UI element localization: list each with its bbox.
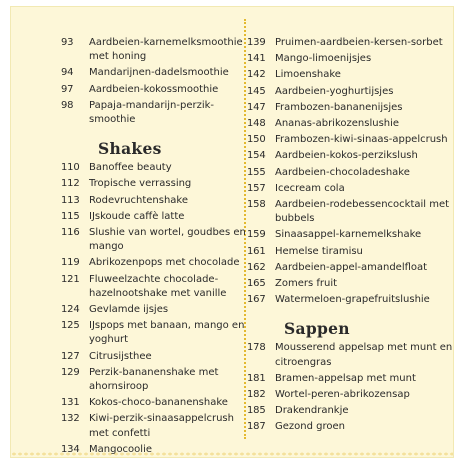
recipe-title: Aardbeien-yoghurtijsjes: [275, 85, 394, 97]
page-number: 159: [247, 229, 266, 241]
list-item: [247, 372, 455, 386]
page-number: 178: [247, 342, 266, 354]
left-top-list: [61, 36, 247, 127]
list-item: [61, 412, 247, 440]
list-item: [247, 133, 455, 147]
list-item: [61, 99, 247, 127]
recipe-title: Citrusijsthee: [89, 350, 152, 362]
recipe-title: Kiwi-perzik-sinaasappelcrush met confetti: [89, 413, 234, 439]
recipe-title: Drakendrankje: [275, 405, 349, 417]
recipe-title: Wortel-peren-abrikozensap: [275, 389, 410, 401]
recipe-title: Sinaasappel-karnemelkshake: [275, 229, 422, 241]
list-item: [247, 36, 455, 50]
list-item: [247, 245, 455, 259]
page-number: 110: [61, 162, 80, 174]
page-number: 125: [61, 320, 80, 332]
page-number: 139: [247, 37, 266, 48]
recipe-title: Aardbeien-rodebessencocktail met bubbels: [275, 199, 450, 225]
page-number: 121: [61, 273, 80, 285]
page-number: 162: [247, 261, 266, 273]
recipe-title: Gezond groen: [275, 421, 345, 433]
page-number: 113: [61, 194, 80, 206]
recipe-title: Pruimen-aardbeien-kersen-sorbet: [275, 37, 443, 48]
list-item: [247, 388, 455, 402]
list-item: [61, 256, 247, 270]
recipe-title: Aardbeien-kokossmoothie: [89, 83, 219, 95]
section-title-shakes: Shakes: [98, 139, 162, 159]
list-item: [247, 101, 455, 115]
page-number: 161: [247, 245, 266, 257]
recipe-title: Kokos-choco-bananenshake: [89, 397, 228, 409]
recipe-title: Aardbeien-kokos-perzikslush: [275, 150, 418, 162]
list-item: [247, 261, 455, 275]
recipe-title: Mousserend appelsap met munt en citroengras: [275, 342, 453, 368]
recipe-title: Frambozen-kiwi-sinaas-appelcrush: [275, 134, 448, 146]
list-item: [247, 404, 455, 418]
list-item: [247, 293, 455, 307]
page-number: 131: [61, 397, 80, 409]
list-item: [247, 85, 455, 99]
table-of-contents-card: [10, 6, 454, 458]
page-number: 115: [61, 210, 80, 222]
section-title-sappen: Sappen: [284, 319, 350, 339]
page-number: 187: [247, 421, 266, 433]
list-item: [247, 68, 455, 82]
recipe-title: Slushie van wortel, goudbes en mango: [89, 227, 246, 253]
recipe-title: Gevlamde ijsjes: [89, 304, 169, 316]
decorative-dot-border: [11, 452, 453, 456]
recipe-title: Tropische verrassing: [89, 178, 192, 190]
recipe-title: Ananas-abrikozenslushie: [275, 118, 400, 130]
list-item: [61, 36, 247, 64]
page-number: 165: [247, 278, 266, 290]
page-number: 158: [247, 199, 266, 211]
list-item: [61, 66, 247, 80]
list-item: [61, 303, 247, 317]
recipe-title: Aardbeien-karnemelksmoothie met honing: [89, 37, 243, 63]
page-number: 141: [247, 53, 266, 65]
page-number: 181: [247, 372, 266, 384]
recipe-title: Papaja-mandarijn-perzik-smoothie: [89, 99, 215, 126]
recipe-title: Mandarijnen-dadelsmoothie: [89, 67, 229, 79]
recipe-title: Aardbeien-chocoladeshake: [275, 166, 410, 178]
page-number: 119: [61, 257, 80, 269]
recipe-title: Perzik-bananenshake met ahornsiroop: [89, 366, 219, 393]
list-item: [247, 198, 455, 226]
recipe-title: Banoffee beauty: [89, 162, 172, 174]
recipe-title: IJspops met banaan, mango en yoghurt: [89, 320, 245, 346]
page-number: 116: [61, 227, 80, 239]
list-item: [61, 273, 247, 301]
recipe-title: Abrikozenpops met chocolade: [89, 257, 240, 269]
list-item: [61, 226, 247, 254]
page-number: 98: [61, 99, 74, 111]
left-section-list: [61, 161, 247, 457]
page-number: 132: [61, 413, 80, 425]
right-section-list: [247, 341, 455, 434]
page-number: 93: [61, 37, 74, 48]
page-number: 147: [247, 101, 266, 113]
page-number: 150: [247, 134, 266, 146]
page-number: 157: [247, 182, 266, 194]
recipe-title: Frambozen-bananenijsjes: [275, 101, 403, 113]
recipe-title: Aardbeien-appel-amandelfloat: [275, 261, 428, 273]
list-item: [247, 277, 455, 291]
page-number: 134: [61, 443, 80, 455]
list-item: [247, 228, 455, 242]
recipe-title: Fluweelzachte chocolade-hazelnootshake met vanille: [89, 273, 227, 299]
page-number: 129: [61, 366, 80, 378]
list-item: [61, 366, 247, 394]
left-column: [61, 36, 247, 457]
recipe-title: Rodevruchtenshake: [89, 194, 188, 206]
list-item: [247, 166, 455, 180]
recipe-title: Mangocoolie: [89, 443, 153, 455]
right-top-list: [247, 36, 455, 307]
page-number: 112: [61, 178, 80, 190]
list-item: [247, 420, 455, 434]
list-item: [61, 319, 247, 347]
recipe-title: Watermeloen-grapefruitslushie: [275, 294, 430, 306]
recipe-title: Bramen-appelsap met munt: [275, 372, 416, 384]
page-number: 185: [247, 405, 266, 417]
list-item: [247, 52, 455, 66]
right-column: [247, 36, 455, 435]
list-item: [247, 341, 455, 369]
list-item: [61, 161, 247, 175]
page-number: 154: [247, 150, 266, 162]
page-number: 94: [61, 67, 74, 79]
recipe-title: Icecream cola: [275, 182, 345, 194]
recipe-title: Limoenshake: [275, 69, 341, 81]
page-number: 124: [61, 304, 80, 316]
list-item: [247, 182, 455, 196]
list-item: [61, 210, 247, 224]
page-number: 148: [247, 118, 266, 130]
list-item: [61, 350, 247, 364]
recipe-title: IJskoude caffè latte: [89, 210, 185, 222]
list-item: [61, 396, 247, 410]
page-number: 97: [61, 83, 74, 95]
page-number: 142: [247, 69, 266, 81]
recipe-title: Mango-limoenijsjes: [275, 53, 372, 65]
list-item: [247, 117, 455, 131]
page-number: 182: [247, 389, 266, 401]
list-item: [61, 177, 247, 191]
list-item: [61, 83, 247, 97]
page-number: 167: [247, 294, 266, 306]
page-number: 127: [61, 350, 80, 362]
recipe-title: Zomers fruit: [275, 278, 338, 290]
recipe-title: Hemelse tiramisu: [275, 245, 363, 257]
list-item: [247, 149, 455, 163]
page-number: 155: [247, 166, 266, 178]
page-number: 145: [247, 85, 266, 97]
list-item: [61, 194, 247, 208]
